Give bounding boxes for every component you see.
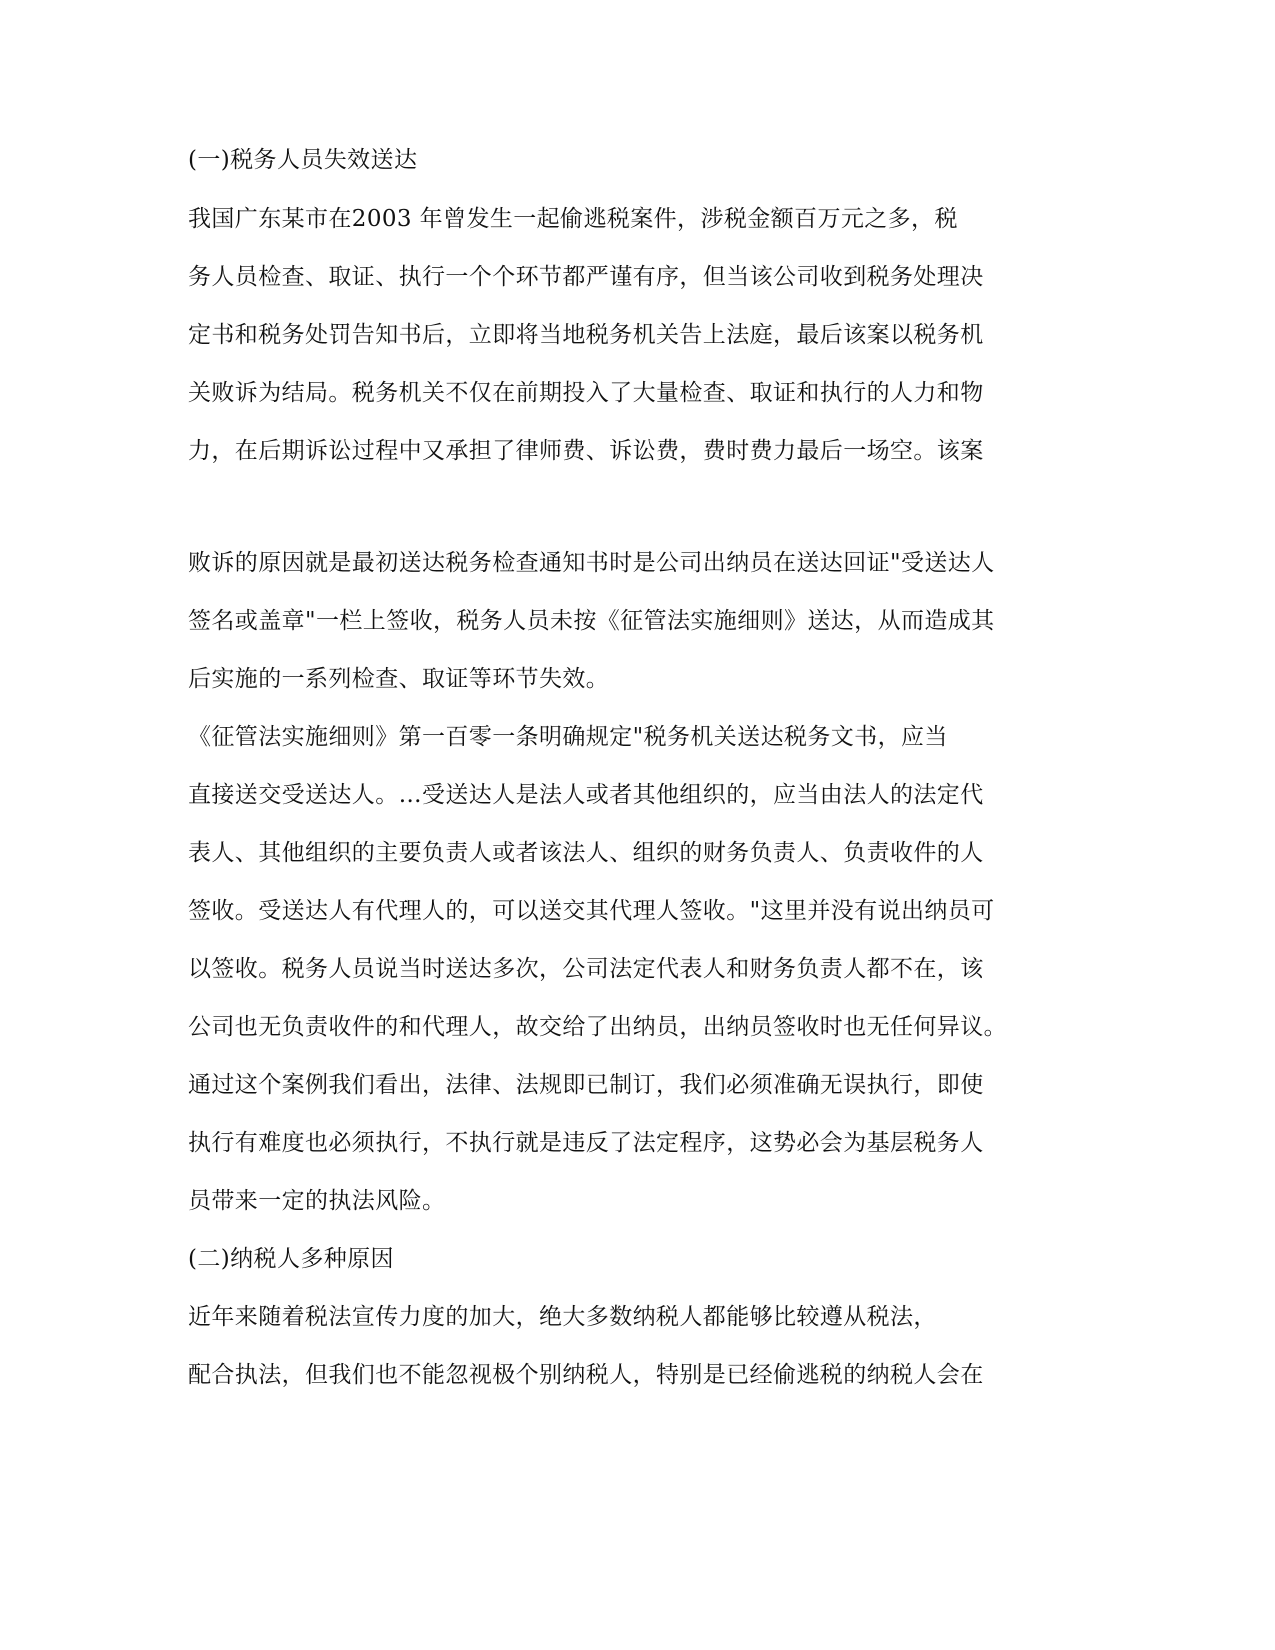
paragraph-line: 我国广东某市在2003 年曾发生一起偷逃税案件，涉税金额百万元之多，税 <box>188 206 958 232</box>
paragraph-line: 签收。受送达人有代理人的，可以送交其代理人签收。"这里并没有说出纳员可 <box>188 898 995 924</box>
section-heading-1: (一)税务人员失效送达 <box>188 147 418 173</box>
paragraph-line: 执行有难度也必须执行，不执行就是违反了法定程序，这势必会为基层税务人 <box>188 1130 984 1156</box>
paragraph-line: 直接送交受送达人。…受送达人是法人或者其他组织的，应当由法人的法定代 <box>188 782 984 808</box>
paragraph-line: 近年来随着税法宣传力度的加大，绝大多数纳税人都能够比较遵从税法， <box>188 1304 937 1330</box>
paragraph-line: 通过这个案例我们看出，法律、法规即已制订，我们必须准确无误执行，即使 <box>188 1072 984 1098</box>
paragraph-line: 配合执法，但我们也不能忽视极个别纳税人，特别是已经偷逃税的纳税人会在 <box>188 1362 984 1388</box>
paragraph-line: 表人、其他组织的主要负责人或者该法人、组织的财务负责人、负责收件的人 <box>188 840 984 866</box>
paragraph-line: 关败诉为结局。税务机关不仅在前期投入了大量检查、取证和执行的人力和物 <box>188 380 984 406</box>
paragraph-line: 败诉的原因就是最初送达税务检查通知书时是公司出纳员在送达回证"受送达人 <box>188 550 995 576</box>
section-heading-2: (二)纳税人多种原因 <box>188 1246 394 1272</box>
paragraph-line: 定书和税务处罚告知书后，立即将当地税务机关告上法庭，最后该案以税务机 <box>188 322 984 348</box>
paragraph-line: 力，在后期诉讼过程中又承担了律师费、诉讼费，费时费力最后一场空。该案 <box>188 438 984 464</box>
paragraph-line: 签名或盖章"一栏上签收，税务人员未按《征管法实施细则》送达，从而造成其 <box>188 608 995 634</box>
paragraph-line: 后实施的一系列检查、取证等环节失效。 <box>188 666 610 692</box>
paragraph-line: 公司也无负责收件的和代理人，故交给了出纳员，出纳员签收时也无任何异议。 <box>188 1014 1007 1040</box>
paragraph-line: 务人员检查、取证、执行一个个环节都严谨有序，但当该公司收到税务处理决 <box>188 264 984 290</box>
paragraph-line: 《征管法实施细则》第一百零一条明确规定"税务机关送达税务文书，应当 <box>188 724 948 750</box>
paragraph-line: 以签收。税务人员说当时送达多次，公司法定代表人和财务负责人都不在，该 <box>188 956 984 982</box>
paragraph-line: 员带来一定的执法风险。 <box>188 1188 446 1214</box>
